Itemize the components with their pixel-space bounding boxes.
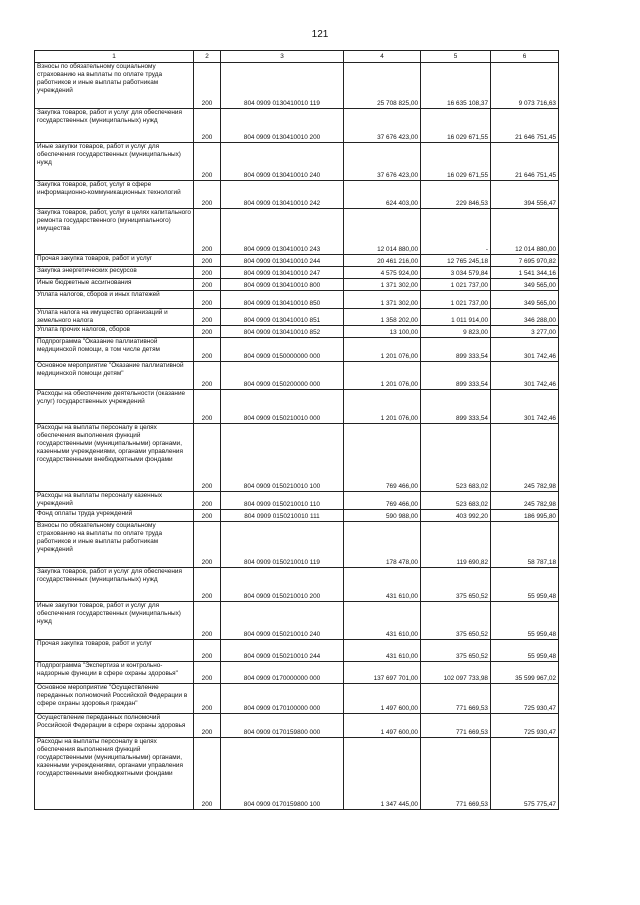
- cell-name: Осуществление переданных полномочий Российской Федерации в сфере охраны здоровья: [35, 714, 194, 738]
- table-row: [35, 568, 559, 602]
- header-cell: 5: [421, 51, 491, 63]
- cell-a: 200: [194, 267, 221, 279]
- cell-code: 804 0909 0170100000 000: [221, 684, 344, 714]
- cell-name: Иные бюджетные ассигнования: [35, 279, 194, 291]
- cell-name: Взносы по обязательному социальному страхованию на выплаты по оплате труда работников и иные выплаты работникам учреждений: [35, 63, 194, 109]
- cell-code: 804 0909 0130410010 119: [221, 63, 344, 109]
- cell-code: 804 0909 0130410010 243: [221, 209, 344, 255]
- cell-code: 804 0909 0130410010 851: [221, 309, 344, 326]
- cell-a: 200: [194, 662, 221, 684]
- cell-code: 804 0909 0150210010 110: [221, 492, 344, 510]
- cell-name: Прочая закупка товаров, работ и услуг: [35, 255, 194, 267]
- cell-code: 804 0909 0150210010 240: [221, 602, 344, 640]
- cell-name: Расходы на выплаты персоналу в целях обеспечения выполнения функций государственными (муниципальными) органами, казенными учреждениями, органами управления государственными внебюджетными фондами: [35, 738, 194, 810]
- cell-name: Закупка энергетических ресурсов: [35, 267, 194, 279]
- cell-code: 804 0909 0130410010 200: [221, 109, 344, 143]
- cell-v1: 37 676 423,00: [344, 143, 421, 181]
- table-row: [35, 662, 559, 684]
- cell-code: 804 0909 0150210010 119: [221, 522, 344, 568]
- cell-a: 200: [194, 309, 221, 326]
- cell-v3: 1 541 344,16: [491, 267, 559, 279]
- cell-v2: 16 029 671,55: [421, 143, 491, 181]
- cell-v3: 58 787,18: [491, 522, 559, 568]
- header-cell: 4: [344, 51, 421, 63]
- cell-v1: 590 988,00: [344, 510, 421, 522]
- cell-v2: 375 650,52: [421, 602, 491, 640]
- cell-v2: 3 034 579,84: [421, 267, 491, 279]
- cell-v3: 725 930,47: [491, 684, 559, 714]
- cell-code: 804 0909 0150210010 244: [221, 640, 344, 662]
- cell-name: Основное мероприятие "Осуществление переданных полномочий Российской Федерации в сфере охраны здоровья граждан": [35, 684, 194, 714]
- cell-name: Фонд оплаты труда учреждений: [35, 510, 194, 522]
- cell-a: 200: [194, 568, 221, 602]
- cell-v3: 55 959,48: [491, 640, 559, 662]
- cell-v1: 431 610,00: [344, 602, 421, 640]
- cell-a: 200: [194, 209, 221, 255]
- cell-v3: 301 742,46: [491, 362, 559, 390]
- cell-v2: 16 029 671,55: [421, 109, 491, 143]
- cell-name: Иные закупки товаров, работ и услуг для обеспечения государственных (муниципальных) нужд: [35, 602, 194, 640]
- cell-v1: 137 697 701,00: [344, 662, 421, 684]
- cell-name: Основное мероприятие "Оказание паллиативной медицинской помощи детям": [35, 362, 194, 390]
- cell-name: Иные закупки товаров, работ и услуг для обеспечения государственных (муниципальных) нужд: [35, 143, 194, 181]
- cell-v3: 245 782,98: [491, 492, 559, 510]
- cell-a: 200: [194, 522, 221, 568]
- table-row: [35, 181, 559, 209]
- cell-a: 200: [194, 362, 221, 390]
- cell-v1: 13 100,00: [344, 326, 421, 338]
- cell-v1: 769 466,00: [344, 492, 421, 510]
- cell-v2: 1 021 737,00: [421, 291, 491, 309]
- cell-v2: 102 097 733,98: [421, 662, 491, 684]
- budget-table: [34, 50, 559, 810]
- cell-a: 200: [194, 640, 221, 662]
- cell-v1: 1 358 202,00: [344, 309, 421, 326]
- cell-v1: 20 461 216,00: [344, 255, 421, 267]
- cell-v3: 186 995,80: [491, 510, 559, 522]
- cell-v2: 771 669,53: [421, 684, 491, 714]
- cell-v2: 899 333,54: [421, 390, 491, 424]
- table-row: [35, 714, 559, 738]
- cell-v3: 301 742,46: [491, 338, 559, 362]
- table-row: [35, 522, 559, 568]
- cell-v1: 1 497 600,00: [344, 714, 421, 738]
- cell-v2: 1 021 737,00: [421, 279, 491, 291]
- table-row: [35, 255, 559, 267]
- cell-v1: 12 014 880,00: [344, 209, 421, 255]
- table-row: [35, 309, 559, 326]
- cell-v2: 375 650,52: [421, 568, 491, 602]
- cell-v1: 1 371 302,00: [344, 291, 421, 309]
- cell-v1: 1 201 076,00: [344, 390, 421, 424]
- cell-name: Закупка товаров, работ, услуг в сфере информационно-коммуникационных технологий: [35, 181, 194, 209]
- cell-v2: -: [421, 209, 491, 255]
- cell-code: 804 0909 0150210010 000: [221, 390, 344, 424]
- table-row: [35, 291, 559, 309]
- cell-v1: 178 478,00: [344, 522, 421, 568]
- cell-a: 200: [194, 738, 221, 810]
- cell-name: Прочая закупка товаров, работ и услуг: [35, 640, 194, 662]
- cell-v1: 431 610,00: [344, 568, 421, 602]
- cell-a: 200: [194, 255, 221, 267]
- cell-v2: 12 765 245,18: [421, 255, 491, 267]
- cell-a: 200: [194, 291, 221, 309]
- cell-v2: 9 823,00: [421, 326, 491, 338]
- cell-v3: 21 646 751,45: [491, 109, 559, 143]
- header-cell: 1: [35, 51, 194, 63]
- cell-v3: 21 646 751,45: [491, 143, 559, 181]
- cell-a: 200: [194, 143, 221, 181]
- cell-v1: 1 347 445,00: [344, 738, 421, 810]
- header-cell: 6: [491, 51, 559, 63]
- cell-v2: 771 669,53: [421, 738, 491, 810]
- cell-a: 200: [194, 338, 221, 362]
- cell-a: 200: [194, 109, 221, 143]
- cell-v1: 1 371 302,00: [344, 279, 421, 291]
- cell-v3: 35 599 967,02: [491, 662, 559, 684]
- cell-v1: 1 201 076,00: [344, 362, 421, 390]
- cell-a: 200: [194, 714, 221, 738]
- cell-code: 804 0909 0130410010 247: [221, 267, 344, 279]
- table-row: [35, 109, 559, 143]
- cell-name: Уплата налогов, сборов и иных платежей: [35, 291, 194, 309]
- cell-a: 200: [194, 326, 221, 338]
- cell-name: Уплата прочих налогов, сборов: [35, 326, 194, 338]
- cell-v2: 229 846,53: [421, 181, 491, 209]
- table-row: [35, 326, 559, 338]
- cell-v2: 375 650,52: [421, 640, 491, 662]
- cell-v3: 55 959,48: [491, 602, 559, 640]
- table-row: [35, 63, 559, 109]
- cell-name: Уплата налога на имущество организаций и земельного налога: [35, 309, 194, 326]
- table-row: [35, 684, 559, 714]
- cell-code: 804 0909 0130410010 244: [221, 255, 344, 267]
- cell-a: 200: [194, 602, 221, 640]
- cell-name: Расходы на выплаты персоналу казенных учреждений: [35, 492, 194, 510]
- cell-v1: 4 575 924,00: [344, 267, 421, 279]
- cell-v2: 16 635 108,37: [421, 63, 491, 109]
- cell-code: 804 0909 0170000000 000: [221, 662, 344, 684]
- cell-v1: 624 403,00: [344, 181, 421, 209]
- cell-v2: 771 669,53: [421, 714, 491, 738]
- cell-v2: 899 333,54: [421, 338, 491, 362]
- cell-v2: 119 690,82: [421, 522, 491, 568]
- table-row: [35, 492, 559, 510]
- cell-v3: 349 565,00: [491, 279, 559, 291]
- table-row: [35, 143, 559, 181]
- cell-code: 804 0909 0130410010 852: [221, 326, 344, 338]
- header-row: [35, 51, 559, 63]
- cell-a: 200: [194, 279, 221, 291]
- header-cell: 3: [221, 51, 344, 63]
- cell-v3: 349 565,00: [491, 291, 559, 309]
- table-row: [35, 424, 559, 492]
- cell-v3: 346 288,00: [491, 309, 559, 326]
- cell-a: 200: [194, 63, 221, 109]
- cell-code: 804 0909 0150200000 000: [221, 362, 344, 390]
- cell-v2: 523 683,02: [421, 492, 491, 510]
- table-row: [35, 338, 559, 362]
- cell-code: 804 0909 0130410010 850: [221, 291, 344, 309]
- cell-code: 804 0909 0130410010 800: [221, 279, 344, 291]
- table-row: [35, 209, 559, 255]
- cell-v1: 25 708 825,00: [344, 63, 421, 109]
- cell-a: 200: [194, 390, 221, 424]
- table-row: [35, 738, 559, 810]
- cell-a: 200: [194, 424, 221, 492]
- cell-a: 200: [194, 510, 221, 522]
- cell-name: Закупка товаров, работ и услуг для обеспечения государственных (муниципальных) нужд: [35, 109, 194, 143]
- cell-v3: 575 775,47: [491, 738, 559, 810]
- table-row: [35, 362, 559, 390]
- cell-a: 200: [194, 181, 221, 209]
- cell-name: Подпрограмма "Оказание паллиативной медицинской помощи, в том числе детям: [35, 338, 194, 362]
- cell-name: Закупка товаров, работ, услуг в целях капитального ремонта государственного (муниципального) имущества: [35, 209, 194, 255]
- cell-v3: 9 073 716,63: [491, 63, 559, 109]
- cell-v3: 394 556,47: [491, 181, 559, 209]
- cell-code: 804 0909 0150210010 200: [221, 568, 344, 602]
- cell-code: 804 0909 0150210010 111: [221, 510, 344, 522]
- cell-v3: 7 695 970,82: [491, 255, 559, 267]
- cell-code: 804 0909 0130410010 240: [221, 143, 344, 181]
- table-row: [35, 267, 559, 279]
- table-row: [35, 279, 559, 291]
- cell-a: 200: [194, 684, 221, 714]
- page-number: 121: [311, 29, 329, 40]
- cell-v2: 899 333,54: [421, 362, 491, 390]
- table-row: [35, 510, 559, 522]
- cell-name: Расходы на выплаты персоналу в целях обеспечения выполнения функций государственными (муниципальными) органами, казенными учреждениями, органами управления государственными внебюджетными фондами: [35, 424, 194, 492]
- cell-v3: 245 782,98: [491, 424, 559, 492]
- cell-code: 804 0909 0150000000 000: [221, 338, 344, 362]
- cell-v2: 1 011 914,00: [421, 309, 491, 326]
- cell-v1: 37 676 423,00: [344, 109, 421, 143]
- cell-name: Расходы на обеспечение деятельности (оказание услуг) государственных учреждений: [35, 390, 194, 424]
- table-row: [35, 640, 559, 662]
- cell-v3: 55 959,48: [491, 568, 559, 602]
- cell-v1: 431 610,00: [344, 640, 421, 662]
- cell-v3: 3 277,00: [491, 326, 559, 338]
- cell-v2: 403 992,20: [421, 510, 491, 522]
- cell-v1: 1 201 076,00: [344, 338, 421, 362]
- cell-v3: 725 930,47: [491, 714, 559, 738]
- cell-v1: 769 466,00: [344, 424, 421, 492]
- cell-name: Подпрограмма "Экспертиза и контрольно-надзорные функции в сфере охраны здоровья": [35, 662, 194, 684]
- cell-v3: 301 742,46: [491, 390, 559, 424]
- cell-name: Закупка товаров, работ и услуг для обеспечения государственных (муниципальных) нужд: [35, 568, 194, 602]
- header-cell: 2: [194, 51, 221, 63]
- cell-code: 804 0909 0170159800 100: [221, 738, 344, 810]
- cell-name: Взносы по обязательному социальному страхованию на выплаты по оплате труда работников и иные выплаты работникам учреждений: [35, 522, 194, 568]
- cell-v3: 12 014 880,00: [491, 209, 559, 255]
- cell-v2: 523 683,02: [421, 424, 491, 492]
- cell-code: 804 0909 0150210010 100: [221, 424, 344, 492]
- cell-code: 804 0909 0130410010 242: [221, 181, 344, 209]
- cell-v1: 1 497 600,00: [344, 684, 421, 714]
- table-row: [35, 602, 559, 640]
- cell-a: 200: [194, 492, 221, 510]
- table-row: [35, 390, 559, 424]
- cell-code: 804 0909 0170159800 000: [221, 714, 344, 738]
